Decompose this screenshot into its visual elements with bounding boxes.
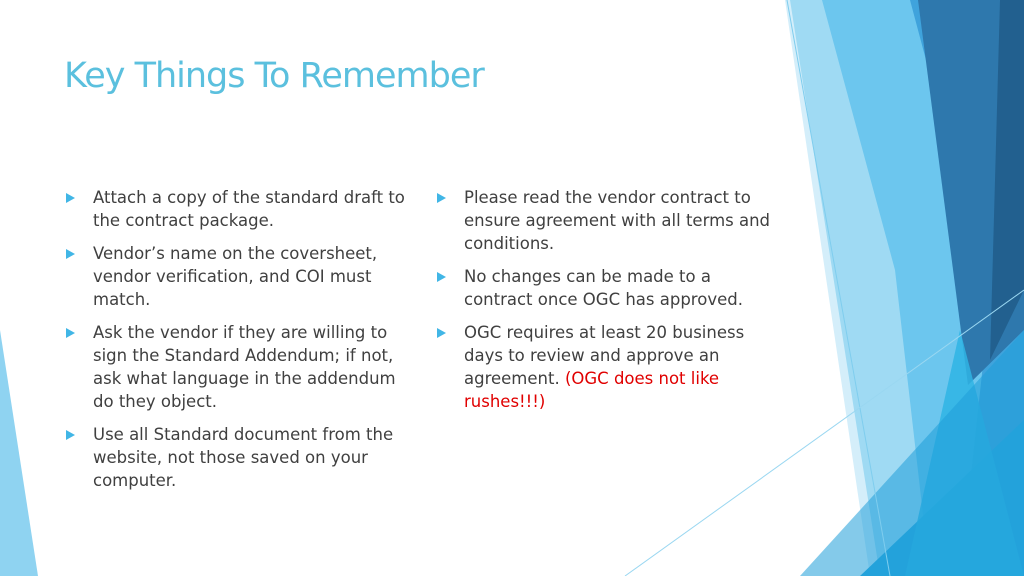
bullet-text: Please read the vendor contract to ensure agreement with all terms and conditions. xyxy=(464,188,771,253)
right-triangle-bullet-icon xyxy=(66,193,75,203)
bullet-item xyxy=(64,242,409,311)
bullet-text: Ask the vendor if they are willing to sign the Standard Addendum; if not, ask what language in the addendum do they object. xyxy=(93,323,396,411)
bullet-text: Attach a copy of the standard draft to the contract package. xyxy=(93,188,405,230)
bullet-item xyxy=(64,321,409,413)
right-triangle-bullet-icon xyxy=(437,272,446,282)
right-triangle-bullet-icon xyxy=(437,328,446,338)
right-triangle-bullet-icon xyxy=(66,328,75,338)
right-triangle-bullet-icon xyxy=(66,430,75,440)
bullet-item xyxy=(435,265,780,311)
bullet-note-warning: (OGC does not like rushes!!!) xyxy=(464,369,720,411)
right-triangle-bullet-icon xyxy=(66,249,75,259)
bullet-item xyxy=(435,321,780,413)
bullet-text: OGC requires at least 20 business days to review and approve an agreement. xyxy=(464,323,745,388)
right-bullet-list xyxy=(435,186,780,423)
left-edge-facet xyxy=(0,330,38,576)
bullet-text: No changes can be made to a contract once OGC has approved. xyxy=(464,267,743,309)
bullet-item xyxy=(64,423,409,492)
bullet-text: Vendor’s name on the coversheet, vendor verification, and COI must match. xyxy=(93,244,378,309)
slide-title: Key Things To Remember xyxy=(64,56,484,96)
left-bullet-list xyxy=(64,186,409,502)
bullet-text: Use all Standard document from the website, not those saved on your computer. xyxy=(93,425,394,490)
bullet-item xyxy=(64,186,409,232)
bullet-item xyxy=(435,186,780,255)
right-triangle-bullet-icon xyxy=(437,193,446,203)
